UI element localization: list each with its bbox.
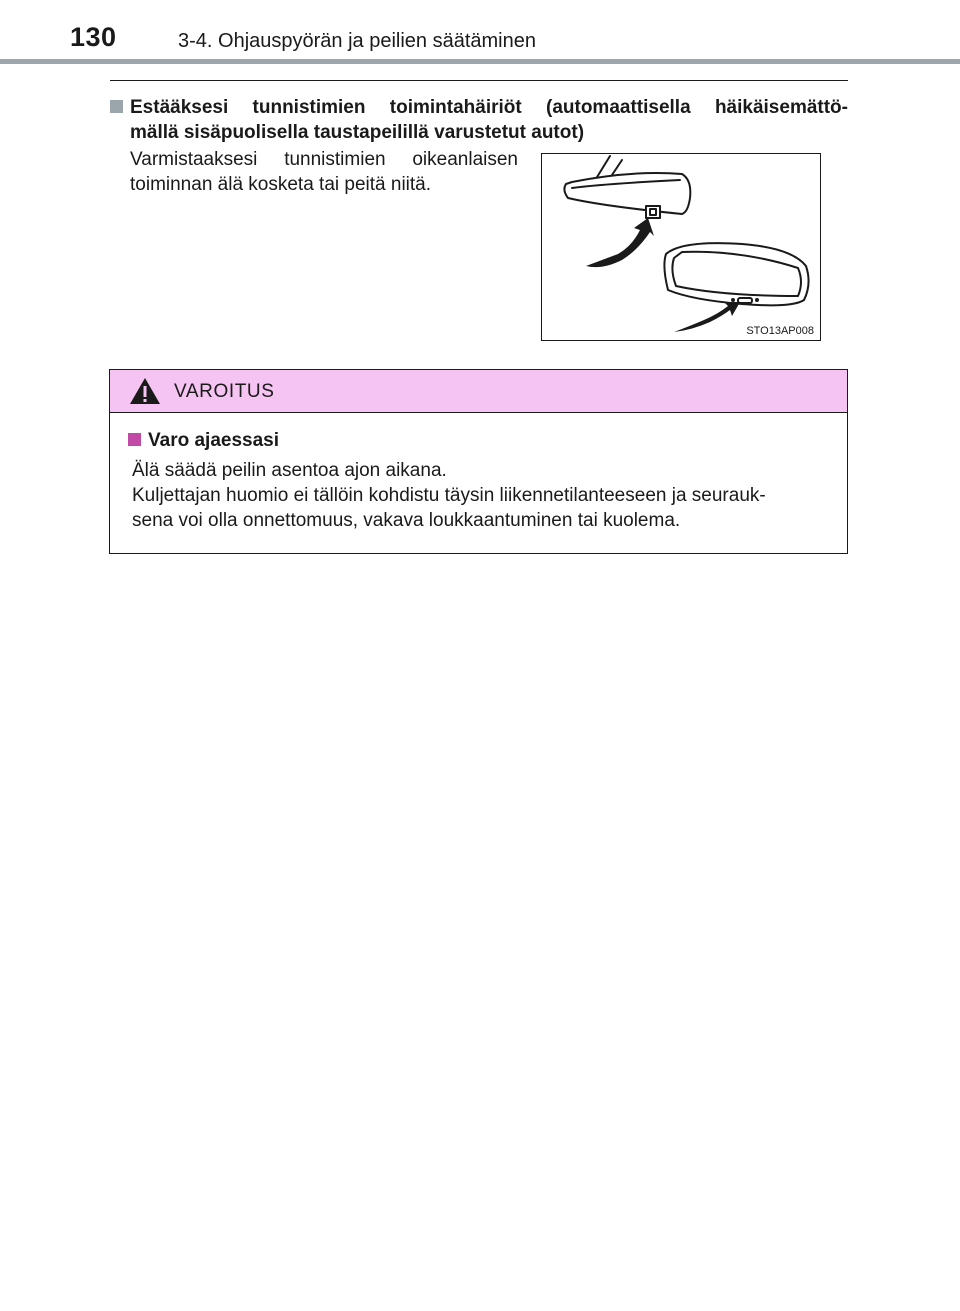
- page-number: 130: [70, 22, 117, 52]
- chapter-title: 3-4. Ohjauspyörän ja peilien säätäminen: [178, 30, 536, 52]
- mirror-sensor-figure: [541, 153, 821, 341]
- section-heading: [110, 95, 848, 145]
- body-line-1: Varmistaaksesi tunnistimien oikeanlaisen: [130, 149, 518, 170]
- warning-subheading: Varo ajaessasi: [128, 430, 279, 452]
- warning-body: [132, 458, 832, 533]
- section-divider: [110, 80, 848, 81]
- square-bullet-icon: [110, 100, 123, 113]
- section-body: [130, 147, 518, 197]
- mirror-illustration: [542, 154, 820, 340]
- warning-triangle-icon: [129, 377, 161, 405]
- warning-title: VAROITUS: [174, 381, 275, 402]
- warning-line-3: sena voi olla onnettomuus, vakava loukkaantuminen tai kuolema.: [132, 510, 681, 531]
- heading-line-2: mällä sisäpuolisella taustapeilillä varustetut autot): [130, 122, 585, 143]
- body-line-2: toiminnan älä kosketa tai peitä niitä.: [130, 174, 432, 195]
- warning-header: [110, 370, 847, 413]
- header-rule: [0, 59, 960, 64]
- warning-box: [109, 369, 848, 554]
- warning-line-2: Kuljettajan huomio ei tällöin kohdistu täysin liikennetilanteeseen ja seurauk-: [132, 485, 766, 506]
- heading-line-1: Estääksesi tunnistimien toimintahäiriöt (automaattisella häikäisemättö-: [110, 95, 848, 120]
- pink-square-bullet-icon: [128, 433, 141, 446]
- warning-line-1: Älä säädä peilin asentoa ajon aikana.: [132, 460, 447, 481]
- page-header: [0, 0, 960, 64]
- figure-code: STO13AP008: [746, 325, 814, 337]
